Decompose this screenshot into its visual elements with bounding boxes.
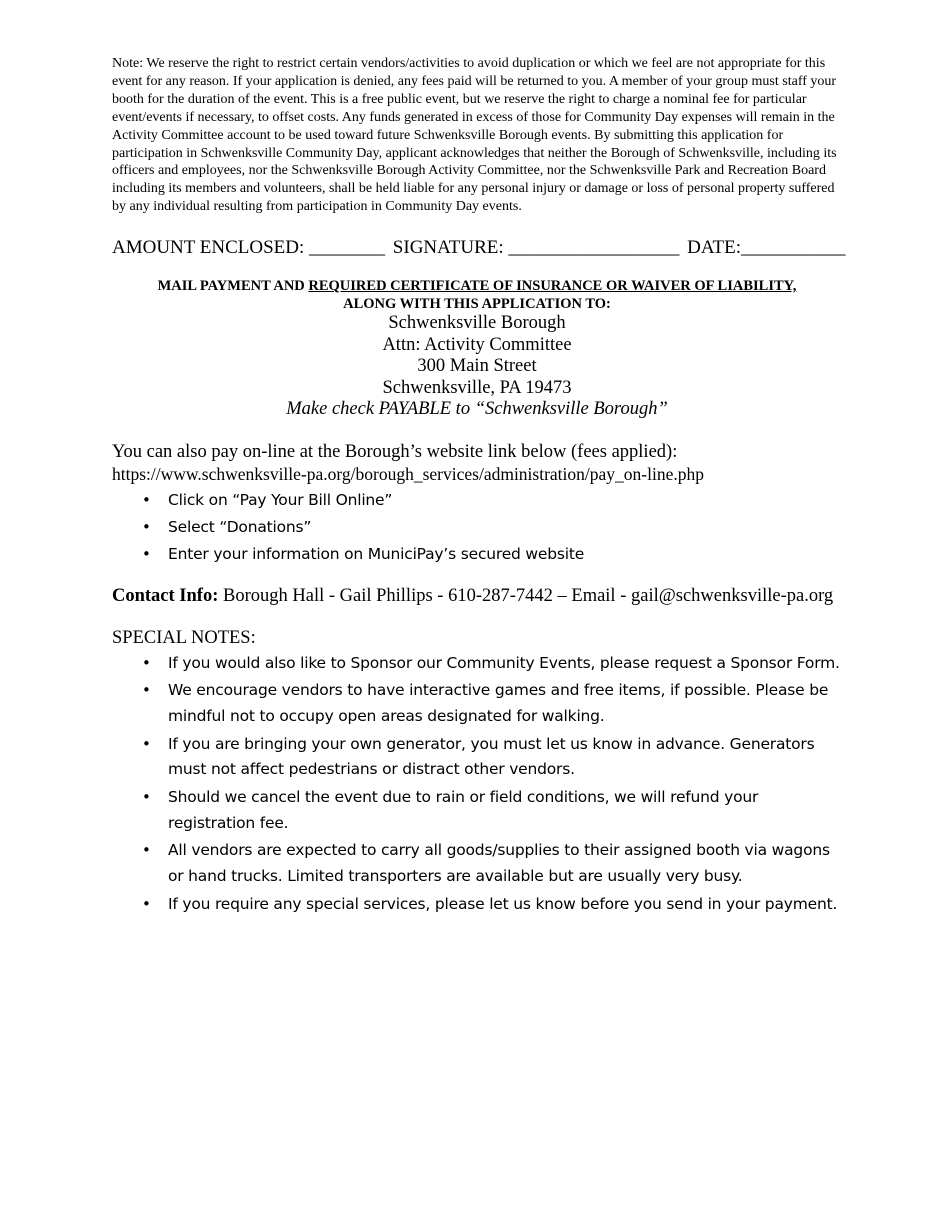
- list-item: [112, 678, 842, 730]
- note-text: We encourage vendors to have interactive games and free items, if possible. Please be mindful not to occupy open areas designated for walking.: [168, 681, 829, 725]
- special-notes-list: [112, 651, 842, 918]
- note-text: If you would also like to Sponsor our Community Events, please request a Sponsor Form.: [168, 653, 840, 672]
- address-line: Schwenksville, PA 19473: [382, 377, 572, 398]
- date-field: DATE:___________: [687, 237, 846, 259]
- online-payment-intro: You can also pay on-line at the Borough’s website link below (fees applied):: [112, 441, 678, 462]
- signature-field: SIGNATURE: __________________: [392, 237, 680, 259]
- mail-heading-line2: ALONG WITH THIS APPLICATION TO:: [343, 295, 611, 312]
- contact-text: Borough Hall - Gail Phillips - 610-287-7442 – Email - gail@schwenksville-pa.org: [218, 585, 834, 606]
- bullet-icon: •: [142, 653, 151, 672]
- amount-enclosed-field: AMOUNT ENCLOSED: ________: [112, 237, 386, 259]
- payment-form-line: [112, 236, 846, 260]
- list-item: [112, 892, 842, 918]
- contact-label: Contact Info:: [112, 585, 219, 606]
- bullet-icon: •: [142, 894, 151, 913]
- list-item: [112, 785, 842, 837]
- address-line: Attn: Activity Committee: [382, 334, 572, 355]
- bullet-icon: •: [142, 681, 151, 700]
- mail-heading-underlined: REQUIRED CERTIFICATE OF INSURANCE OR WAIVER OF LIABILITY,: [308, 278, 797, 295]
- document-page: [112, 55, 846, 919]
- list-item: [112, 487, 842, 514]
- note-text: All vendors are expected to carry all goods/supplies to their assigned booth via wagons or hand trucks. Limited transporters are available but are usually very busy.: [168, 841, 830, 886]
- contact-info: [112, 585, 842, 607]
- list-item: [112, 651, 842, 677]
- check-payable-line: Make check PAYABLE to “Schwenksville Borough”: [286, 399, 668, 420]
- step-text: Click on “Pay Your Bill Online”: [168, 490, 393, 509]
- list-item: [112, 838, 842, 890]
- bullet-icon: •: [142, 841, 151, 860]
- note-text: If you require any special services, please let us know before you send in your payment.: [168, 894, 838, 913]
- special-notes-heading: SPECIAL NOTES:: [112, 627, 256, 648]
- bullet-icon: •: [142, 545, 151, 564]
- bullet-icon: •: [142, 490, 151, 509]
- mail-heading: [112, 278, 842, 296]
- disclaimer-note: Note: We reserve the right to restrict certain vendors/activities to avoid duplication or which we feel are not appropriate for this event for any reason. If your application is denied, any fees paid will be returned to you. A member of your group must staff your booth for the duration of the event. This is a free public event, but we reserve the right to charge a nominal fee for particular event/events if necessary, to offset costs. Any funds generated in excess of those for Community Day expenses will remain in the Activity Committee account to be used toward future Schwenksville Borough events. By submitting this application for participation in Schwenksville Community Day, applicant acknowledges that neither the Borough of Schwenksville, including its officers and employees, nor the Schwenksville Borough Activity Committee, nor the Schwenksville Park and Recreation Board including its members and volunteers, shall be held liable for any personal injury or damage or loss of personal property suffered by any individual resulting from participation in Community Day events.: [112, 56, 837, 215]
- mail-heading-prefix: MAIL PAYMENT AND: [157, 278, 309, 295]
- payment-url-link[interactable]: https://www.schwenksville-pa.org/borough_services/administration/pay_on-line.php: [112, 463, 704, 484]
- list-item: [112, 541, 842, 568]
- note-text: Should we cancel the event due to rain or field conditions, we will refund your registration fee.: [168, 787, 759, 832]
- bullet-icon: •: [142, 787, 151, 806]
- bullet-icon: •: [142, 517, 151, 536]
- list-item: [112, 514, 842, 541]
- list-item: [112, 732, 842, 784]
- online-payment-steps: [112, 487, 842, 569]
- step-text: Select “Donations”: [168, 517, 312, 536]
- note-text: If you are bringing your own generator, you must let us know in advance. Generators must not affect pedestrians or distract other vendors.: [168, 734, 815, 779]
- address-line: 300 Main Street: [417, 356, 537, 377]
- bullet-icon: •: [142, 734, 151, 753]
- step-text: Enter your information on MuniciPay’s secured website: [168, 545, 585, 564]
- mail-instructions: [112, 278, 842, 421]
- address-line: Schwenksville Borough: [388, 313, 566, 334]
